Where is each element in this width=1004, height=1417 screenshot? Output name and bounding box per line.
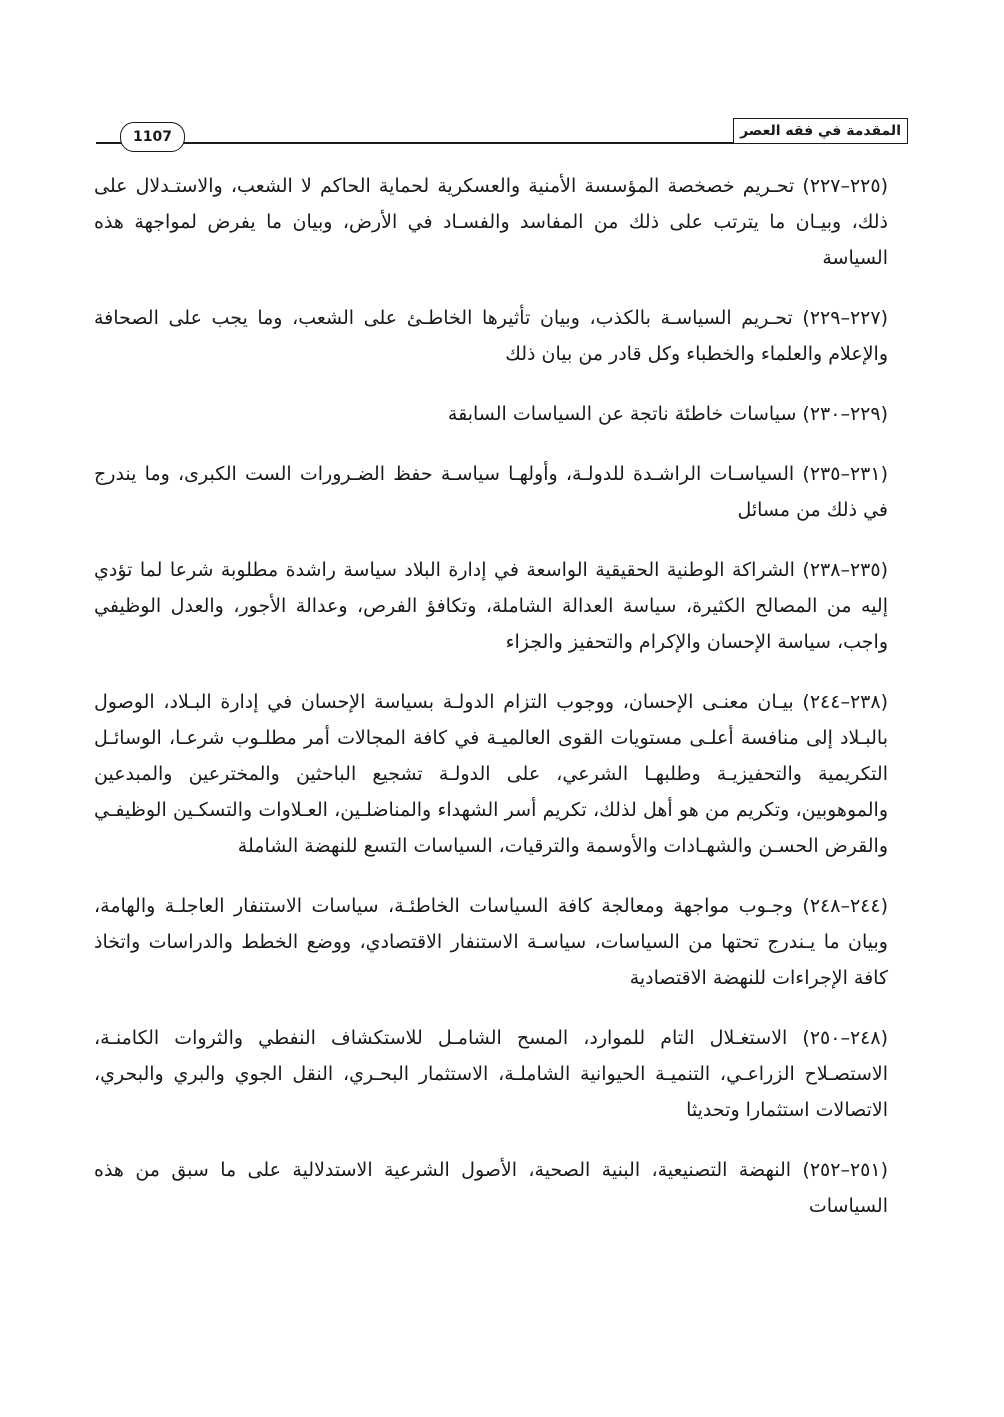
table-of-contents (94, 168, 888, 1248)
toc-entry: (٢٣٨–٢٤٤) بيـان معنـى الإحسان، ووجوب التزام الدولـة بسياسة الإحسان في إدارة البـلاد، الوصول بالبـلاد إلى منافسة أعلـى مستويات القوى العالميـة في كافة المجالات أمر مطلـوب شرعـا، الوسائـل التكريمية والتحفيزيـة وطلبهـا الشرعي، على الدولـة تشجيع الباحثين والمخترعين والمبدعين والموهوبين، وتكريم من هو أهل لذلك، تكريم أسر الشهداء والمناضلـين، العـلاوات والتسكـين الوظيفـي والقرض الحسـن والشهـادات والأوسمة والترقيات، السياسات التسع للنهضة الشاملة (94, 691, 888, 857)
toc-entry: (٢٣٥–٢٣٨) الشراكة الوطنية الحقيقية الواسعة في إدارة البلاد سياسة راشدة مطلوبة شرعا لما تؤدي إليه من المصالح الكثيرة، سياسة العدالة الشاملة، وتكافؤ الفرص، وعدالة الأجور، والعدل الوظيفي واجب، سياسة الإحسان والإكرام والتحفيز والجزاء (94, 559, 888, 653)
toc-entry: (٢٣١–٢٣٥) السياسـات الراشـدة للدولـة، وأولهـا سياسـة حفظ الضـرورات الست الكبرى، وما يندرج في ذلك من مسائل (94, 463, 888, 521)
toc-entry: (٢٢٩–٢٣٠) سياسات خاطئة ناتجة عن السياسات السابقة (447, 403, 888, 425)
running-header (96, 118, 908, 144)
book-title: المقدمة في فقه العصر (733, 118, 908, 143)
toc-entry: (٢٤٤–٢٤٨) وجـوب مواجهة ومعالجة كافة السياسات الخاطئـة، سياسات الاستنفار العاجلـة والهامة، وبيان ما يـندرج تحتها من السياسات، سياسـة الاستنفار الاقتصادي، ووضع الخطط والدراسات واتخاذ كافة الإجراءات للنهضة الاقتصادية (94, 895, 888, 989)
toc-entry: (٢٢٥–٢٢٧) تحـريم خصخصة المؤسسة الأمنية والعسكرية لحماية الحاكم لا الشعب، والاستـدلال على ذلك، وبيـان ما يترتب على ذلك من المفاسد والفسـاد في الأرض، وبيان ما يفرض لمواجهة هذه السياسة (94, 175, 888, 269)
toc-entry: (٢٤٨–٢٥٠) الاستغـلال التام للموارد، المسح الشامـل للاستكشاف النفطي والثروات الكامنـة، الاستصـلاح الزراعـي، التنميـة الحيوانية الشاملـة، الاستثمار البحـري، النقل الجوي والبري والبحري، الاتصالات استثمارا وتحديثا (94, 1027, 888, 1121)
toc-entry: (٢٢٧–٢٢٩) تحـريم السياسـة بالكذب، وبيان تأثيرها الخاطـئ على الشعب، وما يجب على الصحافة والإعلام والعلماء والخطباء وكل قادر من بيان ذلك (94, 307, 888, 365)
toc-entry: (٢٥١–٢٥٢) النهضة التصنيعية، البنية الصحية، الأصول الشرعية الاستدلالية على ما سبق من هذه السياسات (94, 1159, 888, 1217)
page-number: 1107 (120, 122, 185, 152)
